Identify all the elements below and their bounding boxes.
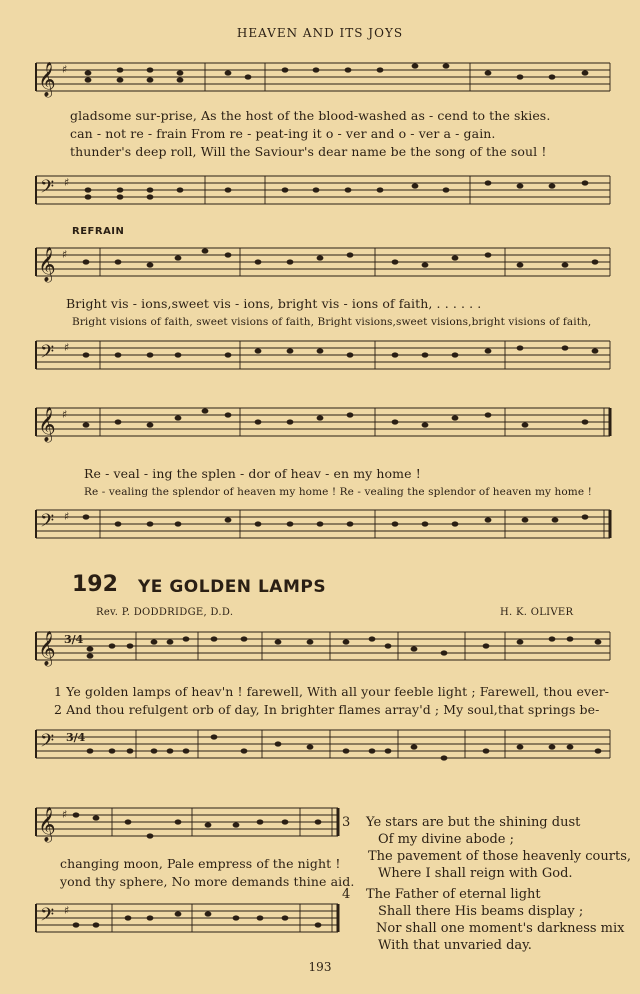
- svg-text:𝄞: 𝄞: [38, 631, 56, 666]
- svg-text:𝄞: 𝄞: [38, 247, 56, 282]
- lyric-line: changing moon, Pale empress of the night !: [60, 856, 341, 871]
- music-system-3-bass: [0, 502, 640, 552]
- lyric-line: gladsome sur-prise, As the host of the blood-washed as - cend to the skies.: [70, 108, 551, 123]
- hymn-192-system-2-bass: [0, 896, 350, 946]
- hymn-title: YE GOLDEN LAMPS: [138, 577, 327, 597]
- svg-text:♯: ♯: [62, 248, 68, 261]
- svg-text:3/4: 3/4: [66, 731, 86, 744]
- verse-line: Of my divine abode ;: [378, 832, 515, 847]
- music-system-3-treble: [0, 400, 640, 450]
- verse-line: Where I shall reign with God.: [378, 866, 573, 881]
- svg-text:♯: ♯: [64, 341, 70, 354]
- hymn-192-system-1-bass: [0, 722, 640, 772]
- verse-line: Nor shall one moment's darkness mix: [376, 921, 625, 936]
- svg-text:♯: ♯: [64, 510, 70, 523]
- verse-line: With that unvaried day.: [378, 938, 532, 953]
- svg-text:𝄞: 𝄞: [38, 62, 56, 97]
- lyric-line: Re - veal - ing the splen - dor of heav - en my home !: [84, 466, 421, 481]
- verse-line: The pavement of those heavenly courts,: [368, 849, 632, 864]
- svg-text:𝄢: 𝄢: [40, 731, 55, 756]
- verse-3: [342, 814, 632, 882]
- verse-number: 4: [342, 887, 351, 902]
- svg-text:𝄞: 𝄞: [38, 407, 56, 442]
- lyric-line: yond thy sphere, No more demands thine aid.: [60, 874, 355, 889]
- verse-line: The Father of eternal light: [366, 887, 541, 902]
- svg-text:𝄢: 𝄢: [40, 342, 55, 367]
- lyric-line: Re - vealing the splendor of heaven my home ! Re - vealing the splendor of heaven my home !: [84, 486, 592, 498]
- lyric-line: 1 Ye golden lamps of heav'n ! farewell, With all your feeble light ; Farewell, thou ever-: [54, 684, 610, 699]
- music-system-2-treble: [0, 240, 640, 290]
- verse-4: [342, 886, 625, 954]
- lyric-line: Bright visions of faith, sweet visions of faith, Bright visions,sweet visions,bright visions of faith,: [72, 316, 592, 328]
- verse-line: Shall there His beams display ;: [378, 904, 584, 919]
- hymn-number: 192: [72, 572, 118, 597]
- lyric-line: thunder's deep roll, Will the Saviour's dear name be the song of the soul !: [70, 144, 547, 159]
- hymn-192-system-1-treble: [0, 624, 640, 674]
- lyric-line: 2 And thou refulgent orb of day, In brighter flames array'd ; My soul,that springs be-: [54, 702, 600, 717]
- svg-text:𝄞: 𝄞: [38, 807, 56, 842]
- lyric-line: can - not re - frain From re - peat-ing it o - ver and o - ver a - gain.: [70, 126, 496, 141]
- running-head: HEAVEN AND ITS JOYS: [236, 26, 404, 40]
- svg-text:♯: ♯: [62, 408, 68, 421]
- svg-text:3/4: 3/4: [64, 633, 84, 646]
- hymn-192-system-2-treble: [0, 800, 350, 850]
- svg-text:♯: ♯: [62, 63, 68, 76]
- svg-text:𝄢: 𝄢: [40, 177, 55, 202]
- svg-text:𝄢: 𝄢: [40, 511, 55, 536]
- page-number: 193: [308, 960, 332, 974]
- svg-text:𝄢: 𝄢: [40, 905, 55, 930]
- svg-text:♯: ♯: [64, 904, 70, 917]
- lyric-line: Bright vis - ions,sweet vis - ions, bright vis - ions of faith, . . . . . .: [66, 296, 482, 311]
- verse-line: Ye stars are but the shining dust: [366, 815, 581, 830]
- hymn-author: Rev. P. DODDRIDGE, D.D.: [96, 607, 234, 618]
- hymn-composer: H. K. OLIVER: [500, 607, 574, 618]
- svg-text:♯: ♯: [62, 808, 68, 821]
- music-system-1-treble: [0, 55, 640, 105]
- music-system-1-bass: [0, 168, 640, 218]
- refrain-label: REFRAIN: [72, 226, 125, 237]
- music-system-2-bass: [0, 333, 640, 383]
- verse-number: 3: [342, 815, 351, 830]
- svg-text:♯: ♯: [64, 176, 70, 189]
